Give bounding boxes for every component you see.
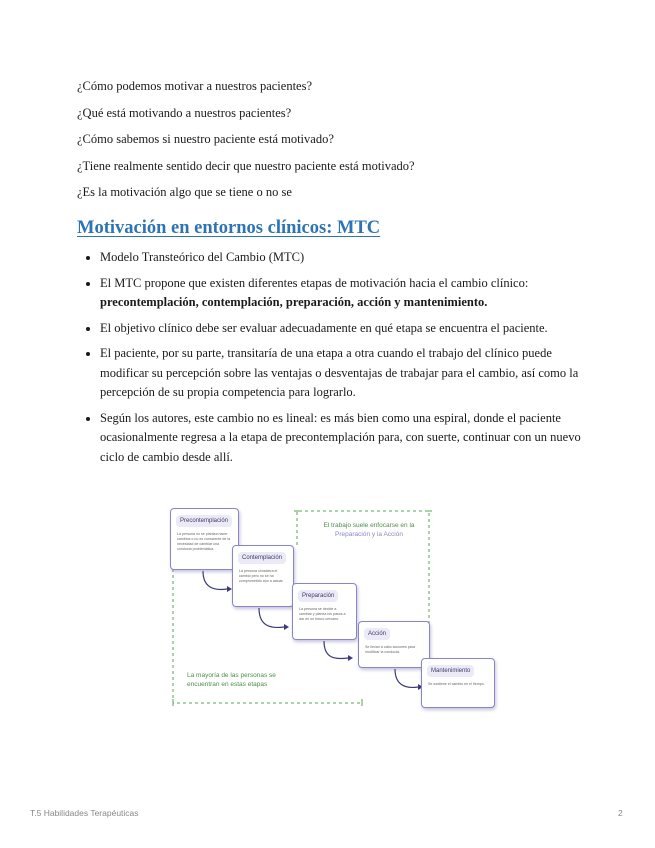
note-most-people [187, 671, 276, 689]
list-item-text: El objetivo clínico debe ser evaluar adecuadamente en qué etapa se encuentra el paciente. [100, 320, 548, 335]
stage-title: Mantenimiento [427, 665, 474, 677]
question-3: ¿Cómo sabemos si nuestro paciente está motivado? [77, 132, 334, 146]
arrow-3 [324, 641, 348, 659]
stages-of-change-diagram [167, 503, 499, 708]
stage-desc: La persona no se plantea hacer cambios o no es consciente de la necesidad de cambiar una conducta problemática. [177, 532, 231, 551]
list-item [100, 344, 600, 403]
stage-card-contemplation [232, 545, 294, 607]
stage-desc: Se llevan a cabo acciones para modificar la conducta. [365, 645, 415, 654]
stage-card-precontemplation [170, 508, 239, 570]
question-5: ¿Es la motivación algo que se tiene o no se [77, 185, 292, 199]
stage-card-preparation [292, 583, 357, 640]
intro-questions [77, 78, 617, 211]
note-top-line1: El trabajo suele enfocarse en la [323, 522, 415, 529]
list-item-text: Según los autores, este cambio no es lineal: es más bien como una espiral, donde el paciente ocasionalmente regresa a la etapa de precontemplación para, con suerte, continuar con un nuevo ciclo de cambio desde allí. [100, 410, 581, 464]
stage-desc: Se sostiene el cambio en el tiempo. [428, 682, 485, 686]
arrow-2-head [284, 624, 289, 630]
list-item [100, 409, 600, 468]
footer-course-title: T.5 Habilidades Terapéuticas [30, 808, 139, 818]
stage-desc: La persona se decide a cambiar y planea los pasos a dar en un futuro cercano. [299, 607, 346, 621]
list-item [100, 248, 600, 268]
note-bottom-line2: encuentran en estas etapas [187, 681, 268, 688]
stage-desc: La persona considera el cambio pero no se ha comprometido aún a actuar. [239, 569, 284, 583]
list-item-text: Modelo Transteórico del Cambio (MTC) [100, 250, 305, 264]
arrow-3-head [348, 655, 353, 661]
question-2: ¿Qué está motivando a nuestros pacientes? [77, 105, 292, 120]
stage-title: Contemplación [238, 552, 286, 564]
note-preparation-action [314, 521, 424, 539]
page-number: 2 [618, 808, 623, 818]
stage-card-action [358, 621, 430, 668]
list-item-text: El MTC propone que existen diferentes etapas de motivación hacia el cambio clínico: [100, 275, 529, 290]
arrow-1 [203, 571, 227, 589]
stage-title: Precontemplación [176, 515, 232, 527]
arrow-2 [259, 608, 284, 627]
question-4: ¿Tiene realmente sentido decir que nuestro paciente está motivado? [77, 158, 415, 173]
stages-emphasis: precontemplación, contemplación, preparación, acción y mantenimiento. [100, 295, 488, 309]
stage-title: Preparación [298, 590, 338, 602]
stage-title: Acción [364, 628, 390, 640]
arrow-4 [395, 669, 418, 687]
note-bottom-line1: La mayoría de las personas se [187, 672, 276, 679]
list-item-text: El paciente, por su parte, transitaría de una etapa a otra cuando el trabajo del clínico puede modificar su percepción sobre las ventajas o desventajas de trabajar para el cambio, así como la percepción de su propia competencia para lograrlo. [100, 346, 579, 399]
stage-card-maintenance [421, 658, 495, 708]
bullet-list [82, 248, 600, 473]
list-item [100, 319, 600, 339]
question-1: ¿Cómo podemos motivar a nuestros pacientes? [77, 79, 313, 93]
note-top-line2: Preparación y la Acción [335, 531, 403, 538]
list-item [100, 274, 600, 313]
section-heading: Motivación en entornos clínicos: MTC [77, 218, 381, 238]
